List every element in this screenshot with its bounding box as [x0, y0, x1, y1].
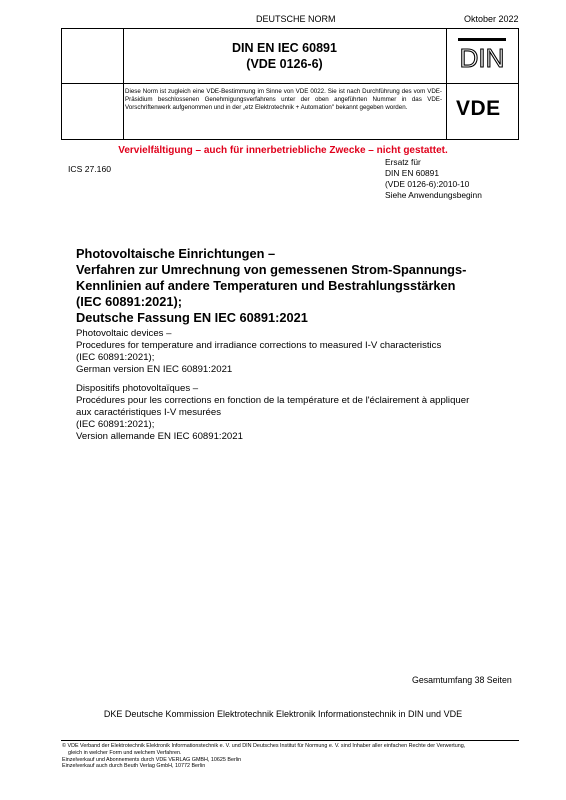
footer-divider — [61, 740, 519, 741]
din-logo — [458, 38, 506, 70]
french-title-line3: aux caractéristiques I-V mesurées — [76, 407, 222, 418]
standard-number-line1: DIN EN IEC 60891 — [232, 41, 337, 55]
replacement-line1: Ersatz für — [385, 157, 421, 167]
french-title — [76, 383, 526, 443]
replacement-line4: Siehe Anwendungsbeginn — [385, 190, 482, 200]
footer-line4: Einzelverkauf auch durch Beuth Verlag GmbH, 10772 Berlin — [62, 763, 206, 770]
footer-line2: gleich in welcher Form und welchem Verfahren. — [68, 749, 182, 756]
norm-type-label: DEUTSCHE NORM — [256, 14, 336, 24]
total-pages: Gesamtumfang 38 Seiten — [412, 675, 512, 685]
publication-date: Oktober 2022 — [464, 14, 519, 24]
vde-notice-text: Diese Norm ist zugleich eine VDE-Bestimmung im Sinne von VDE 0022. Sie ist nach Durchführung des vom VDE-Präsidium beschlossenen Genehmigungsverfahrens unter der oben angeführten Nummer in das VDE-Vorschriftenwerk aufgenommen und in der „etz Elektrotechnik + Automation" bekannt gegeben worden. — [125, 88, 442, 112]
german-title-line2: Verfahren zur Umrechnung von gemessenen Strom-Spannungs- — [76, 262, 467, 277]
french-title-line5: Version allemande EN IEC 60891:2021 — [76, 431, 243, 442]
english-title-line3: (IEC 60891:2021); — [76, 352, 155, 363]
copy-warning: Vervielfältigung – auch für innerbetriebliche Zwecke – nicht gestattet. — [118, 145, 448, 156]
english-title-line4: German version EN IEC 60891:2021 — [76, 364, 233, 375]
french-title-line1: Dispositifs photovoltaïques – — [76, 383, 199, 394]
ics-code: ICS 27.160 — [68, 164, 111, 174]
box-divider-right — [446, 28, 447, 140]
dke-line: DKE Deutsche Kommission Elektrotechnik Elektronik Informationstechnik in DIN und VDE — [103, 709, 463, 719]
din-logo-text: DIN — [459, 43, 505, 70]
standard-number-line2: (VDE 0126-6) — [246, 57, 323, 71]
german-title-line5: Deutsche Fassung EN IEC 60891:2021 — [76, 310, 308, 325]
replacement-line2: DIN EN 60891 — [385, 168, 439, 178]
footer-line1: © VDE Verband der Elektrotechnik Elektronik Informationstechnik e. V. und DIN Deutsches Institut für Normung e. V. sind Inhaber aller einfachen Rechte der Verwertung, — [62, 743, 466, 749]
german-title-line3: Kennlinien auf andere Temperaturen und Bestrahlungsstärken — [76, 278, 456, 293]
footer-line3: Einzelverkauf und Abonnements durch VDE VERLAG GMBH, 10625 Berlin — [62, 756, 242, 763]
copyright-footer — [62, 743, 532, 770]
english-title-line2: Procedures for temperature and irradiance corrections to measured I-V characteristics — [76, 340, 442, 351]
french-title-line4: (IEC 60891:2021); — [76, 419, 155, 430]
replacement-line3: (VDE 0126-6):2010-10 — [385, 179, 470, 189]
german-title-line1: Photovoltaische Einrichtungen – — [76, 246, 276, 261]
standard-number — [123, 40, 446, 72]
french-title-line2: Procédures pour les corrections en fonction de la température et de l'éclairement à appliquer — [76, 395, 470, 406]
vde-logo: VDE — [456, 97, 501, 120]
german-title — [76, 246, 516, 326]
english-title — [76, 328, 516, 376]
german-title-line4: (IEC 60891:2021); — [76, 294, 182, 309]
replacement-info — [385, 157, 482, 201]
english-title-line1: Photovoltaic devices – — [76, 328, 172, 339]
